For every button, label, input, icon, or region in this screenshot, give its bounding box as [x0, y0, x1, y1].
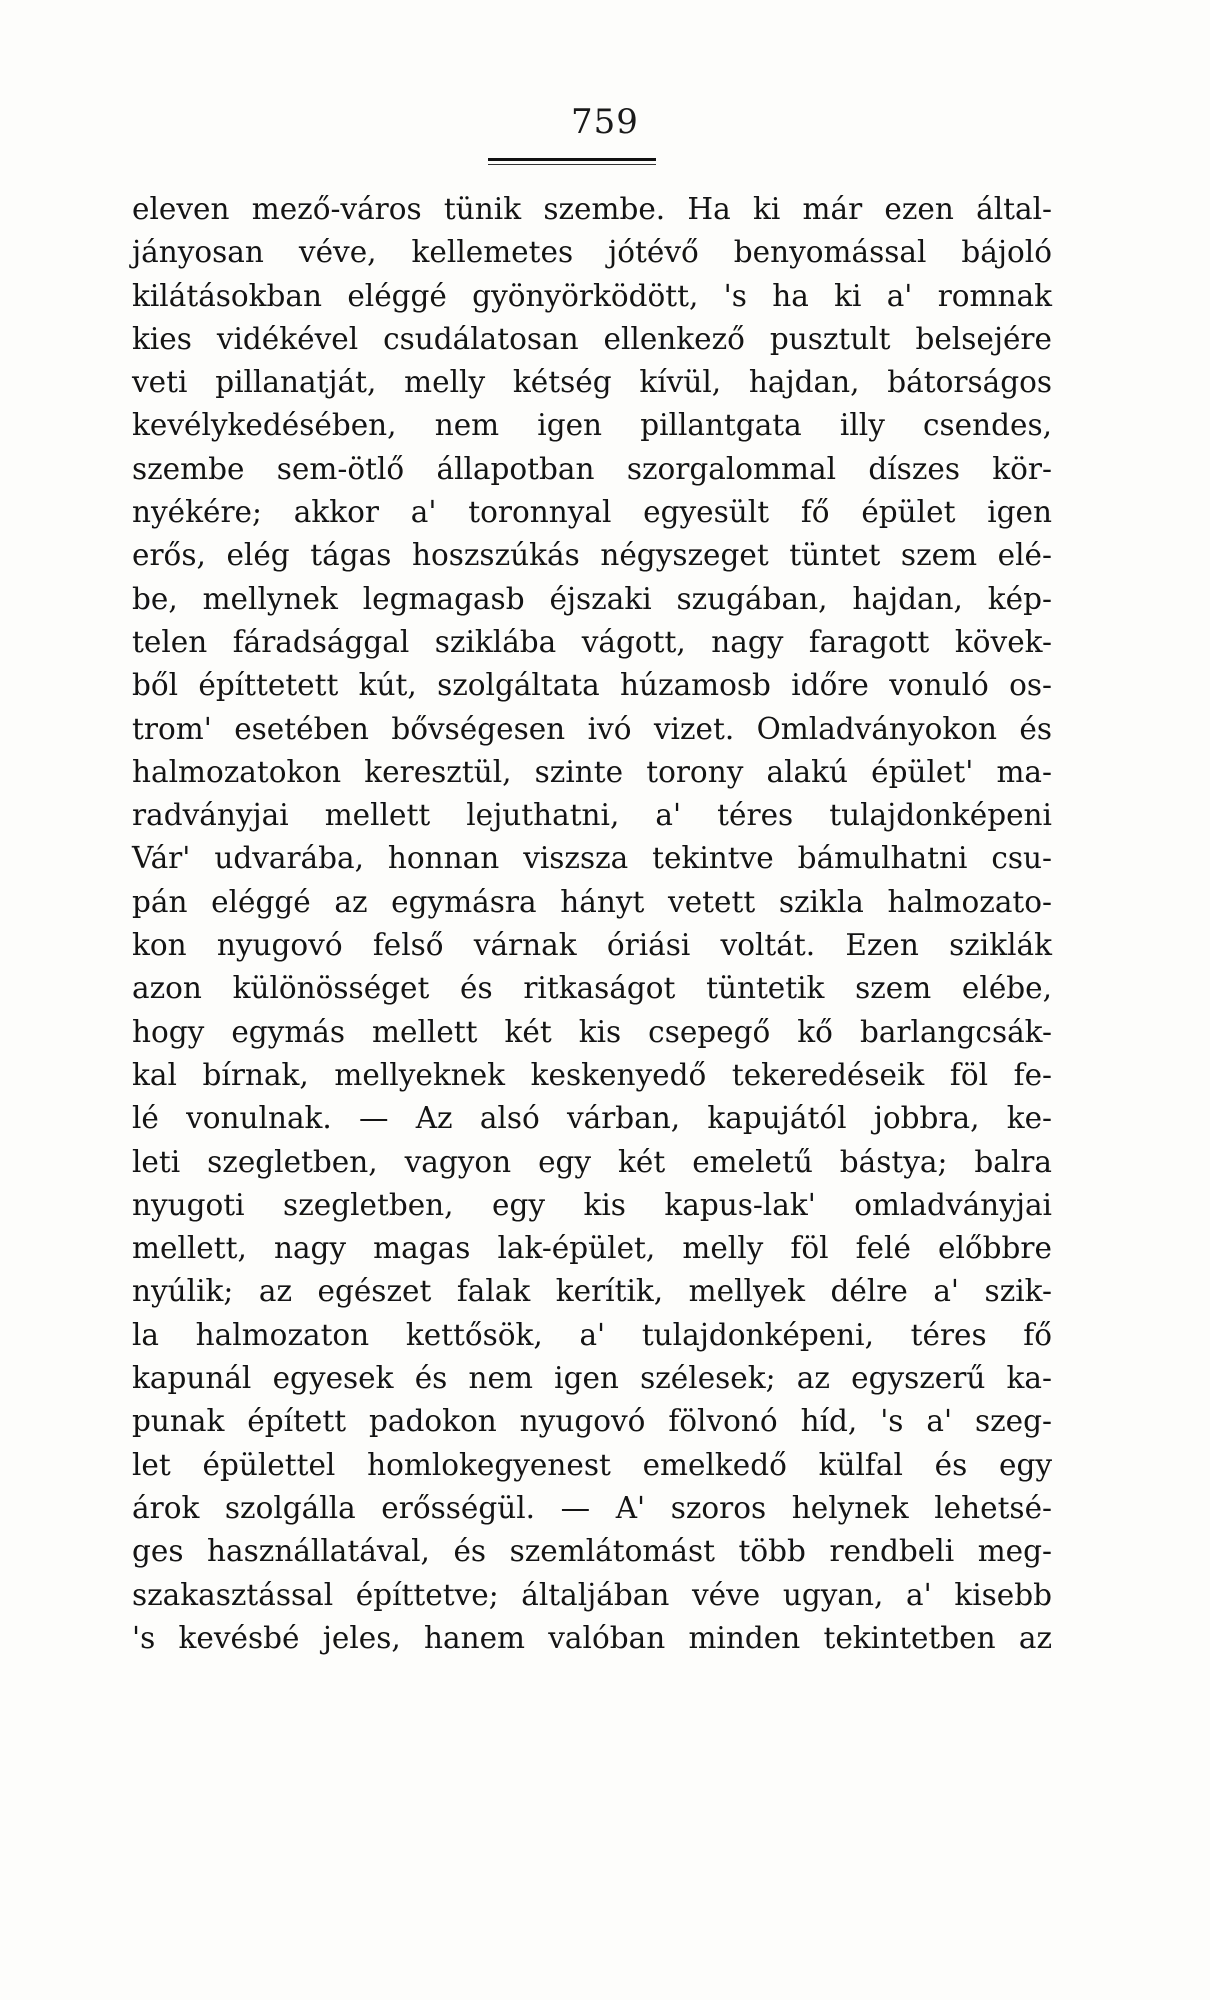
text-line: ges használlatával, és szemlátomást több rendbeli meg- [132, 1534, 1052, 1569]
header-rule [488, 158, 656, 161]
text-line: veti pillanatját, melly kétség kívül, hajdan, bátorságos [132, 365, 1052, 400]
text-line: kilátásokban eléggé gyönyörködött, 's ha ki a' romnak [132, 278, 1052, 313]
text-line: let épülettel homlokegyenest emelkedő külfal és egy [132, 1447, 1052, 1482]
text-line: telen fáradsággal sziklába vágott, nagy faragott kövek- [132, 624, 1052, 659]
text-line: kapunál egyesek és nem igen szélesek; az egyszerű ka- [132, 1361, 1052, 1396]
text-line: eleven mező-város tünik szembe. Ha ki már ezen által- [132, 192, 1052, 226]
text-line: ből építtetett kút, szolgáltata húzamosb időre vonuló os- [132, 668, 1052, 703]
text-line: azon különösséget és ritkaságot tüntetik szem elébe, [132, 971, 1052, 1006]
text-line: szembe sem-ötlő állapotban szorgalommal díszes kör- [132, 451, 1052, 486]
text-line: radványjai mellett lejuthatni, a' téres tulajdonképeni [132, 798, 1052, 833]
text-line: jányosan véve, kellemetes jótévő benyomással bájoló [132, 235, 1052, 270]
text-line: mellett, nagy magas lak-épület, melly föl felé előbbre [132, 1231, 1052, 1266]
text-line: erős, elég tágas hoszszúkás négyszeget tüntet szem elé- [132, 538, 1052, 573]
text-line: szakasztással építtetve; általjában véve ugyan, a' kisebb [132, 1577, 1052, 1612]
text-line: trom' esetében bővségesen ivó vizet. Omladványokon és [132, 711, 1052, 746]
text-line: pán eléggé az egymásra hányt vetett szikla halmozato- [132, 884, 1052, 919]
text-line: hogy egymás mellett két kis csepegő kő barlangcsák- [132, 1014, 1052, 1049]
text-line: lé vonulnak. — Az alsó várban, kapujától jobbra, ke- [132, 1101, 1052, 1136]
text-line: nyúlik; az egészet falak kerítik, mellyek délre a' szik- [132, 1274, 1052, 1309]
text-line: kon nyugovó felső várnak óriási voltát. Ezen sziklák [132, 928, 1052, 963]
text-line: be, mellynek legmagasb éjszaki szugában, hajdan, kép- [132, 581, 1052, 616]
text-line: la halmozaton kettősök, a' tulajdonképeni, téres fő [132, 1317, 1052, 1352]
text-line: kal bírnak, mellyeknek keskenyedő tekeredéseik föl fe- [132, 1057, 1052, 1092]
text-line: nyugoti szegletben, egy kis kapus-lak' omladványjai [132, 1187, 1052, 1222]
text-line: kies vidékével csudálatosan ellenkező pusztult belsejére [132, 321, 1052, 356]
text-line: leti szegletben, vagyon egy két emeletű bástya; balra [132, 1144, 1052, 1179]
text-line: 's kevésbé jeles, hanem valóban minden tekintetben az [132, 1620, 1052, 1655]
text-line: punak épített padokon nyugovó fölvonó híd, 's a' szeg- [132, 1404, 1052, 1439]
page-number: 759 [571, 102, 639, 142]
text-line: Vár' udvarába, honnan viszsza tekintve bámulhatni csu- [132, 841, 1052, 876]
text-line: kevélykedésében, nem igen pillantgata illy csendes, [132, 408, 1052, 443]
header-rule-thin [488, 164, 656, 165]
body-text [132, 188, 1052, 1660]
text-line: árok szolgálla erősségül. — A' szoros helynek lehetsé- [132, 1490, 1052, 1525]
text-line: halmozatokon keresztül, szinte torony alakú épület' ma- [132, 754, 1052, 789]
text-line: nyékére; akkor a' toronnyal egyesült fő épület igen [132, 495, 1052, 530]
